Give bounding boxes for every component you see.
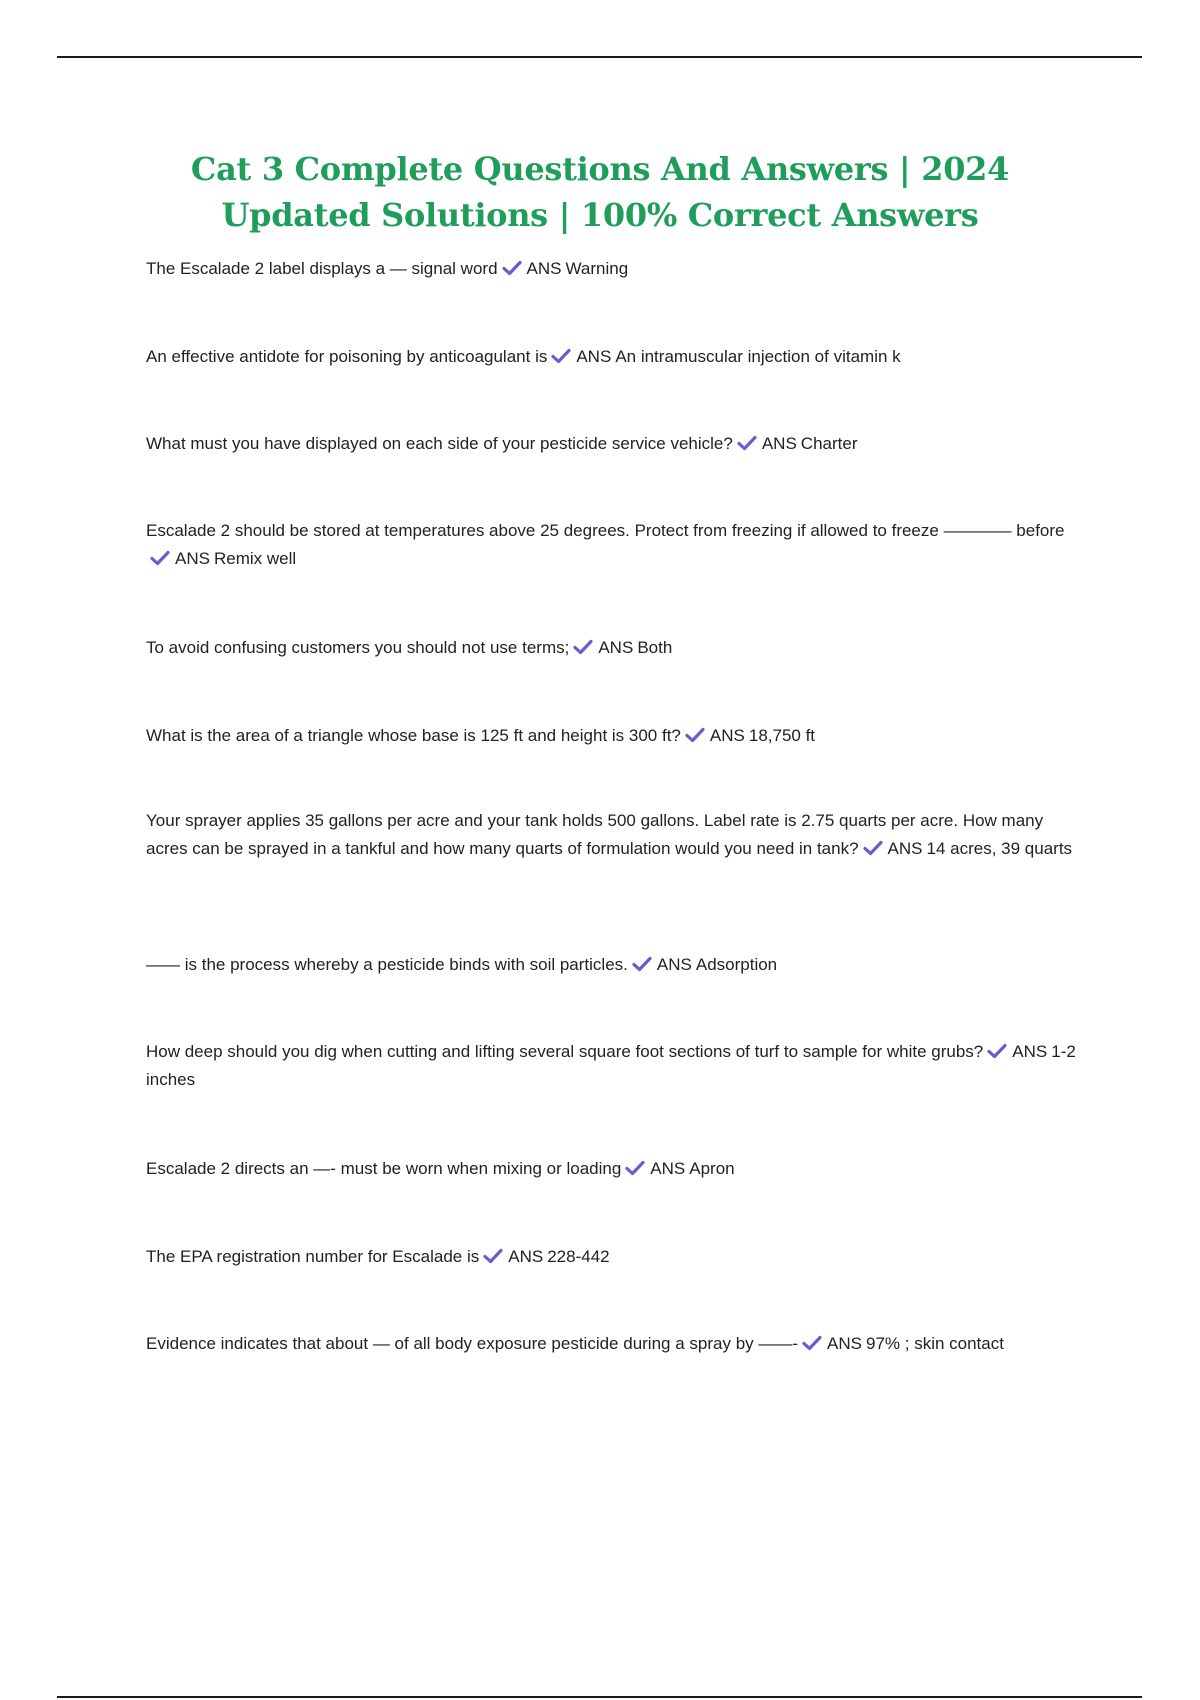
checkmark-icon bbox=[483, 1248, 503, 1264]
question-text: An effective antidote for poisoning by anticoagulant is bbox=[146, 347, 548, 366]
question-text: —— is the process whereby a pesticide binds with soil particles. bbox=[146, 955, 628, 974]
checkmark-icon bbox=[863, 840, 883, 856]
answer-prefix: ANS bbox=[650, 1159, 686, 1178]
answer-text: Adsorption bbox=[695, 955, 778, 974]
answer-prefix: ANS bbox=[508, 1247, 544, 1266]
bottom-rule bbox=[57, 1696, 1142, 1698]
answer-text: 14 acres, 39 quarts bbox=[926, 839, 1073, 858]
answer-text: 97% ; skin contact bbox=[866, 1334, 1004, 1353]
answer-prefix: ANS bbox=[761, 434, 797, 453]
answer-prefix: ANS bbox=[576, 347, 612, 366]
qa-item bbox=[146, 1330, 1086, 1358]
answer-text: An intramuscular injection of vitamin k bbox=[615, 347, 901, 366]
question-text: Escalade 2 directs an —- must be worn when mixing or loading bbox=[146, 1159, 622, 1178]
answer-text: Both bbox=[637, 638, 673, 657]
checkmark-icon bbox=[685, 727, 705, 743]
qa-item bbox=[146, 722, 1086, 750]
question-text: What must you have displayed on each side of your pesticide service vehicle? bbox=[146, 434, 733, 453]
qa-item bbox=[146, 255, 1086, 283]
qa-item bbox=[146, 1243, 1086, 1271]
question-text: The Escalade 2 label displays a — signal word bbox=[146, 259, 498, 278]
qa-item bbox=[146, 807, 1086, 863]
question-text: Your sprayer applies 35 gallons per acre and your tank holds 500 gallons. Label rate is 2.75 quarts per acre. How many acres can be sprayed in a tankful and how many quarts of formulation would you need in tank? bbox=[146, 811, 1044, 858]
answer-text: 1-2 inches bbox=[146, 1042, 1076, 1089]
checkmark-icon bbox=[987, 1043, 1007, 1059]
question-text: How deep should you dig when cutting and lifting several square foot sections of turf to sample for white grubs? bbox=[146, 1042, 984, 1061]
answer-prefix: ANS bbox=[709, 726, 745, 745]
qa-item bbox=[146, 1038, 1086, 1094]
answer-prefix: ANS bbox=[526, 259, 562, 278]
answer-prefix: ANS bbox=[887, 839, 923, 858]
qa-item bbox=[146, 634, 1086, 662]
checkmark-icon bbox=[551, 348, 571, 364]
qa-item bbox=[146, 343, 1086, 371]
answer-prefix: ANS bbox=[656, 955, 692, 974]
qa-item bbox=[146, 430, 1086, 458]
qa-item bbox=[146, 517, 1086, 573]
answer-text: Apron bbox=[689, 1159, 735, 1178]
answer-text: Warning bbox=[565, 259, 629, 278]
answer-text: 228-442 bbox=[547, 1247, 610, 1266]
checkmark-icon bbox=[502, 260, 522, 276]
answer-prefix: ANS bbox=[598, 638, 634, 657]
question-text: Evidence indicates that about — of all body exposure pesticide during a spray by ——- bbox=[146, 1334, 799, 1353]
checkmark-icon bbox=[632, 956, 652, 972]
checkmark-icon bbox=[802, 1335, 822, 1351]
answer-text: Charter bbox=[800, 434, 858, 453]
question-text: To avoid confusing customers you should not use terms; bbox=[146, 638, 570, 657]
answer-prefix: ANS bbox=[175, 549, 210, 568]
question-text: What is the area of a triangle whose base is 125 ft and height is 300 ft? bbox=[146, 726, 681, 745]
qa-item bbox=[146, 951, 1086, 979]
checkmark-icon bbox=[737, 435, 757, 451]
answer-text: Remix well bbox=[213, 549, 297, 568]
answer-prefix: ANS bbox=[1012, 1042, 1048, 1061]
question-text: Escalade 2 should be stored at temperatures above 25 degrees. Protect from freezing if allowed to freeze ———— before bbox=[146, 521, 1065, 540]
checkmark-icon bbox=[150, 550, 170, 566]
checkmark-icon bbox=[573, 639, 593, 655]
checkmark-icon bbox=[625, 1160, 645, 1176]
answer-prefix: ANS bbox=[827, 1334, 862, 1353]
qa-item bbox=[146, 1155, 1086, 1183]
answer-text: 18,750 ft bbox=[748, 726, 816, 745]
question-text: The EPA registration number for Escalade is bbox=[146, 1247, 480, 1266]
page-title: Cat 3 Complete Questions And Answers | 2024 Updated Solutions | 100% Correct Answers bbox=[190, 150, 1010, 234]
